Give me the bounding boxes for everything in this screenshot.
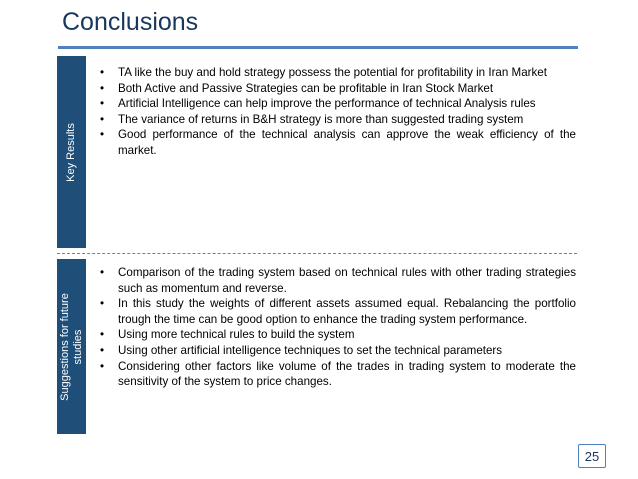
bullet-dot: • [100,359,105,373]
suggestions-label-line2: studies [71,329,84,364]
bullet-dot: • [100,97,105,111]
bullet-dot: • [100,66,105,79]
bullet-dot: • [100,112,105,126]
suggestions-label-line1: Suggestions for future [58,292,71,401]
key-results-list [98,65,576,159]
bullet-dot: • [100,266,105,279]
suggestions-list [98,265,576,390]
list-item [98,265,576,296]
list-item [98,112,576,128]
bullet-text: Artificial Intelligence can help improve the performance of technical Analysis rules [118,97,536,111]
list-item [98,296,576,327]
bullet-dot: • [100,328,105,342]
suggestions-label [59,293,85,401]
list-item [98,127,576,158]
bullet-text: Both Active and Passive Strategies can be profitable in Iran Stock Market [118,81,494,95]
list-item [98,81,576,97]
page-number: 25 [578,444,606,468]
list-item [98,96,576,112]
bullet-text: Good performance of the technical analysis can approve the weak efficiency of the market. [118,128,576,157]
title-underline [58,46,578,49]
list-item [98,359,576,390]
list-item [98,327,576,343]
key-results-label-box [57,56,86,248]
suggestions-label-box [57,259,86,434]
suggestions-section [98,265,576,390]
key-results-section [98,65,576,159]
bullet-dot: • [100,128,105,142]
bullet-dot: • [100,297,105,311]
bullet-text: TA like the buy and hold strategy possess the potential for profitability in Iran Market [118,66,547,79]
bullet-text: Using more technical rules to build the system [118,328,355,342]
bullet-text: Considering other factors like volume of the trades in trading system to moderate the sensitivity of the system to price changes. [118,359,576,389]
list-item [98,343,576,359]
bullet-text: The variance of returns in B&H strategy is more than suggested trading system [118,112,524,126]
bullet-dot: • [100,81,105,95]
bullet-text: Using other artificial intelligence techniques to set the technical parameters [118,343,503,357]
list-item [98,65,576,81]
key-results-label: Key Results [65,122,78,182]
bullet-dot: • [100,343,105,357]
bullet-text: Comparison of the trading system based on technical rules with other trading strategies such as momentum and reverse. [118,266,576,295]
slide-title: Conclusions [62,8,199,36]
bullet-text: In this study the weights of different assets assumed equal. Rebalancing the portfolio trough the time can be good option to enhance the trading system performance. [118,297,576,326]
section-divider [57,253,577,254]
